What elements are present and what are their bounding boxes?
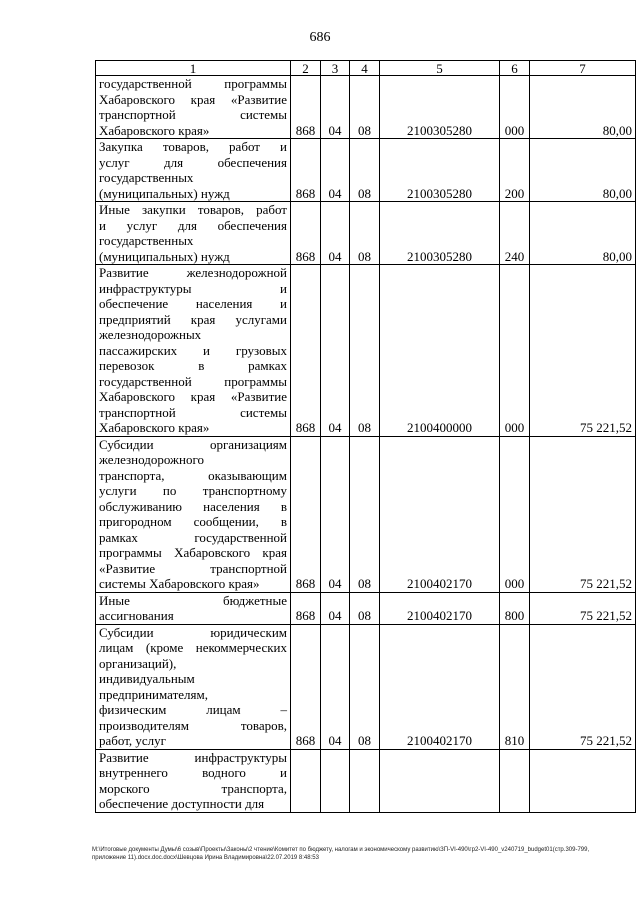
budget-table (95, 60, 636, 813)
header-col-5: 5 (380, 61, 500, 76)
row-name-line: обслуживанию населения в (99, 498, 287, 514)
row-admin-code (291, 749, 321, 812)
row-name (96, 436, 291, 592)
row-admin-code: 868 (291, 624, 321, 749)
row-amount (530, 749, 636, 812)
row-name-line: транспортной системы (99, 404, 287, 420)
row-expense-type: 800 (500, 592, 530, 624)
row-name-line: пассажирских и грузовых (99, 342, 287, 358)
table-row (96, 265, 636, 437)
row-name-line: индивидуальным (99, 671, 195, 686)
row-section-code: 04 (321, 265, 350, 437)
row-target-article: 2100305280 (380, 139, 500, 202)
row-amount: 75 221,52 (530, 265, 636, 437)
row-name-line: лицам (кроме некоммерческих (99, 640, 287, 655)
row-name-line: Хабаровского края» (99, 122, 210, 138)
row-name-line: инфраструктуры и (99, 280, 287, 296)
row-name-line: государственной программы (99, 76, 287, 91)
row-admin-code: 868 (291, 265, 321, 437)
row-expense-type: 000 (500, 76, 530, 139)
header-col-6: 6 (500, 61, 530, 76)
row-name-line: транспортной системы (99, 107, 287, 122)
row-expense-type (500, 749, 530, 812)
row-name (96, 624, 291, 749)
row-subsection-code: 08 (350, 139, 380, 202)
table-row (96, 436, 636, 592)
row-name (96, 592, 291, 624)
row-section-code: 04 (321, 624, 350, 749)
row-name-line: физическим лицам – (99, 702, 287, 717)
row-target-article: 2100305280 (380, 202, 500, 265)
row-subsection-code: 08 (350, 202, 380, 265)
row-section-code: 04 (321, 139, 350, 202)
row-amount: 80,00 (530, 76, 636, 139)
row-subsection-code: 08 (350, 592, 380, 624)
header-row (96, 61, 636, 76)
row-name (96, 749, 291, 812)
table-row (96, 592, 636, 624)
row-name (96, 265, 291, 437)
row-name-line: Развитие инфраструктуры (99, 749, 287, 765)
row-name-line: внутреннего водного и (99, 765, 287, 780)
row-amount: 80,00 (530, 139, 636, 202)
row-section-code: 04 (321, 436, 350, 592)
row-name-line: (муниципальных) нужд (99, 185, 230, 201)
row-name-line: (муниципальных) нужд (99, 248, 230, 264)
row-name-line: Хабаровского края «Развитие (99, 91, 287, 107)
row-expense-type: 000 (500, 265, 530, 437)
row-name (96, 139, 291, 202)
row-name-line: Иные бюджетные (99, 592, 287, 608)
row-name-line: рамках государственной (99, 529, 287, 545)
row-section-code: 04 (321, 76, 350, 139)
row-name-line: работ, услуг (99, 733, 167, 748)
row-name-line: морского транспорта, (99, 780, 287, 796)
row-expense-type: 240 (500, 202, 530, 265)
table-row (96, 202, 636, 265)
row-name-line: предпринимателям, (99, 686, 208, 702)
page-number: 686 (309, 30, 331, 45)
row-name-line: железнодорожного (99, 452, 204, 467)
row-amount: 75 221,52 (530, 624, 636, 749)
row-amount: 75 221,52 (530, 592, 636, 624)
table-row (96, 624, 636, 749)
row-name-line: Субсидии юридическим (99, 624, 287, 640)
row-section-code: 04 (321, 202, 350, 265)
row-expense-type: 810 (500, 624, 530, 749)
row-admin-code: 868 (291, 202, 321, 265)
row-name-line: Иные закупки товаров, работ (99, 202, 287, 217)
table-row (96, 749, 636, 812)
row-name-line: Закупка товаров, работ и (99, 139, 287, 154)
row-target-article: 2100402170 (380, 592, 500, 624)
header-col-7: 7 (530, 61, 636, 76)
row-subsection-code: 08 (350, 436, 380, 592)
row-name-line: Развитие железнодорожной (99, 265, 287, 280)
header-col-4: 4 (350, 61, 380, 76)
row-name-line: услуг для обеспечения (99, 154, 287, 170)
row-name-line: и услуг для обеспечения (99, 217, 287, 233)
row-name-line: ассигнования (99, 608, 174, 623)
row-name-line: системы Хабаровского края» (99, 576, 260, 591)
row-target-article: 2100400000 (380, 265, 500, 437)
header-col-3: 3 (321, 61, 350, 76)
row-admin-code: 868 (291, 139, 321, 202)
row-name-line: производителям товаров, (99, 717, 287, 733)
row-name-line: государственных (99, 170, 194, 185)
row-name (96, 76, 291, 139)
row-target-article (380, 749, 500, 812)
row-admin-code: 868 (291, 592, 321, 624)
row-expense-type: 200 (500, 139, 530, 202)
row-name-line: Хабаровского края «Развитие (99, 389, 287, 404)
row-name-line: Хабаровского края» (99, 420, 210, 435)
header-col-1: 1 (96, 61, 291, 76)
row-name-line: государственной программы (99, 373, 287, 389)
row-name-line: пригородном сообщении, в (99, 514, 287, 529)
row-expense-type: 000 (500, 436, 530, 592)
row-admin-code: 868 (291, 436, 321, 592)
row-name (96, 202, 291, 265)
table-body (96, 76, 636, 813)
row-name-line: государственных (99, 233, 194, 248)
row-name-line: предприятий края услугами (99, 311, 287, 327)
row-name-line: обеспечение населения и (99, 296, 287, 311)
row-target-article: 2100402170 (380, 624, 500, 749)
row-subsection-code: 08 (350, 265, 380, 437)
row-subsection-code: 08 (350, 624, 380, 749)
row-admin-code: 868 (291, 76, 321, 139)
row-section-code (321, 749, 350, 812)
row-name-line: Субсидии организациям (99, 436, 287, 452)
row-name-line: программы Хабаровского края (99, 545, 287, 560)
row-name-line: организаций), (99, 655, 177, 671)
header-col-2: 2 (291, 61, 321, 76)
row-name-line: услуги по транспортному (99, 483, 287, 498)
row-name-line: перевозок в рамках (99, 358, 287, 373)
row-subsection-code (350, 749, 380, 812)
row-subsection-code: 08 (350, 76, 380, 139)
table-row (96, 139, 636, 202)
table-row (96, 76, 636, 139)
row-name-line: «Развитие транспортной (99, 560, 287, 576)
row-name-line: железнодорожных (99, 327, 202, 342)
row-amount: 80,00 (530, 202, 636, 265)
file-path-footer: M:\Итоговые документы Думы\6 созыв\Проекты\Законы\2 чтение\Комитет по бюджету, налогам и экономическому развитию\ЗП-VI-490\гр2-VI-490_v240719_budget01(стр.309-799, приложение 11).docx.doc.docx\Шевцова Ирина Владимировна\22.07.2019 8:48:53 (92, 847, 590, 861)
row-section-code: 04 (321, 592, 350, 624)
row-name-line: обеспечение доступности для (99, 796, 265, 811)
row-target-article: 2100402170 (380, 436, 500, 592)
row-name-line: транспорта, оказывающим (99, 467, 287, 483)
row-target-article: 2100305280 (380, 76, 500, 139)
row-amount: 75 221,52 (530, 436, 636, 592)
